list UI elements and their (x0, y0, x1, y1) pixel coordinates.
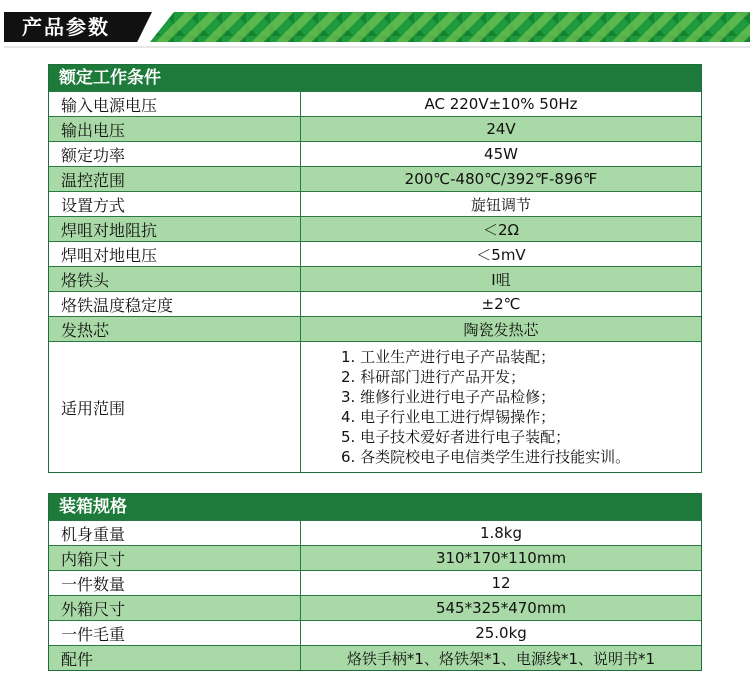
banner-divider (4, 46, 750, 48)
scope-list (301, 347, 701, 467)
list-item: 1. 工业生产进行电子产品装配； (341, 348, 556, 366)
row-value: 旋钮调节 (470, 195, 531, 214)
table-row (49, 620, 701, 645)
section-header-packing: 装箱规格 (49, 494, 701, 520)
table-row-scope (49, 341, 701, 472)
row-label: 温控范围 (49, 167, 301, 191)
list-item: 3. 维修行业进行电子产品检修； (341, 388, 556, 406)
row-value: 12 (491, 574, 511, 592)
row-label: 配件 (49, 646, 301, 670)
table-row (49, 241, 701, 266)
row-value: 烙铁手柄*1、烙铁架*1、电源线*1、说明书*1 (346, 649, 656, 668)
row-value: 25.0kg (475, 624, 527, 642)
list-item: 4. 电子行业电工进行焊锡操作； (341, 408, 556, 426)
row-label: 焊咀对地阻抗 (49, 217, 301, 241)
row-label: 设置方式 (49, 192, 301, 216)
table-row (49, 116, 701, 141)
row-value: 45W (484, 145, 518, 163)
table-row (49, 91, 701, 116)
scope-list-cell (301, 342, 701, 472)
table-row (49, 191, 701, 216)
row-value: I咀 (491, 270, 511, 289)
row-value: ±2℃ (481, 295, 521, 313)
list-item: 5. 电子技术爱好者进行电子装配； (341, 428, 571, 446)
table-row (49, 545, 701, 570)
table-row (49, 520, 701, 545)
row-label: 烙铁温度稳定度 (49, 292, 301, 316)
row-label: 烙铁头 (49, 267, 301, 291)
rated-conditions-table (48, 64, 702, 473)
row-label: 输入电源电压 (49, 92, 301, 116)
row-label: 一件数量 (49, 571, 301, 595)
table-row (49, 570, 701, 595)
row-label: 输出电压 (49, 117, 301, 141)
table-row (49, 645, 701, 670)
row-value: AC 220V±10% 50Hz (424, 95, 578, 113)
row-value: 1.8kg (479, 524, 523, 542)
row-label: 适用范围 (49, 342, 301, 472)
row-value: 200℃-480℃/392℉-896℉ (404, 170, 598, 188)
row-value: 310*170*110mm (435, 549, 567, 567)
row-value: ＜2Ω (482, 220, 519, 239)
packing-spec-table (48, 493, 702, 671)
table-row (49, 316, 701, 341)
table-row (49, 216, 701, 241)
table-row (49, 266, 701, 291)
list-item: 2. 科研部门进行产品开发； (341, 368, 526, 386)
table-row (49, 141, 701, 166)
row-value: 545*325*470mm (435, 599, 567, 617)
row-label: 焊咀对地电压 (49, 242, 301, 266)
row-label: 发热芯 (49, 317, 301, 341)
row-value: 24V (486, 120, 516, 138)
list-item: 6. 各类院校电子电信类学生进行技能实训。 (341, 448, 631, 466)
row-label: 机身重量 (49, 521, 301, 545)
row-value: 陶瓷发热芯 (463, 320, 539, 339)
banner-decorative-stripe (150, 12, 750, 42)
banner-title: 产品参数 (22, 15, 110, 39)
table-row (49, 291, 701, 316)
table-row (49, 595, 701, 620)
banner (0, 0, 750, 50)
row-label: 外箱尺寸 (49, 596, 301, 620)
row-label: 内箱尺寸 (49, 546, 301, 570)
row-label: 一件毛重 (49, 621, 301, 645)
table-row (49, 166, 701, 191)
row-label: 额定功率 (49, 142, 301, 166)
section-header-rated: 额定工作条件 (49, 65, 701, 91)
row-value: ＜5mV (476, 245, 526, 264)
